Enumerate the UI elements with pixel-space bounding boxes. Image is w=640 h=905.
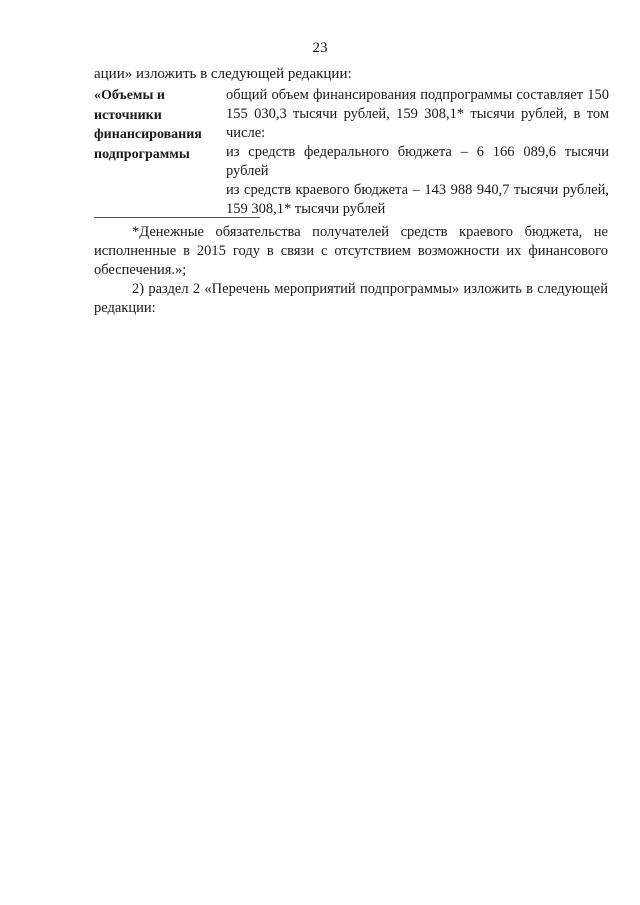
funding-description: [226, 86, 609, 219]
footnote-divider: [94, 217, 260, 218]
funding-label-line: финансирования: [94, 127, 202, 142]
page-number: 23: [312, 40, 328, 56]
funding-label-line: подпрограммы: [94, 146, 190, 162]
funding-total: общий объем финансирования подпрограммы составляет 150 155 030,3 тысячи рублей, 159 308,1* тысячи рублей, в том числе:: [226, 87, 609, 141]
funding-label: [94, 86, 219, 164]
footnote: *Денежные обязательства получателей средств краевого бюджета, не исполненные в 2015 году в связи с отсутствием возможности их финансового обеспечения.»;: [94, 224, 608, 278]
funding-label-line: источники: [94, 107, 162, 123]
funding-regional: из средств краевого бюджета – 143 988 940,7 тысячи рублей, 159 308,1* тысячи рублей: [226, 182, 609, 217]
funding-federal: из средств федерального бюджета – 6 166 089,6 тысячи рублей: [226, 144, 609, 179]
funding-label-line: «Объемы и: [94, 88, 165, 103]
intro-line: ации» изложить в следующей редакции:: [94, 66, 352, 82]
amendment-item-2: 2) раздел 2 «Перечень мероприятий подпрограммы» изложить в следующей редакции:: [94, 281, 608, 316]
